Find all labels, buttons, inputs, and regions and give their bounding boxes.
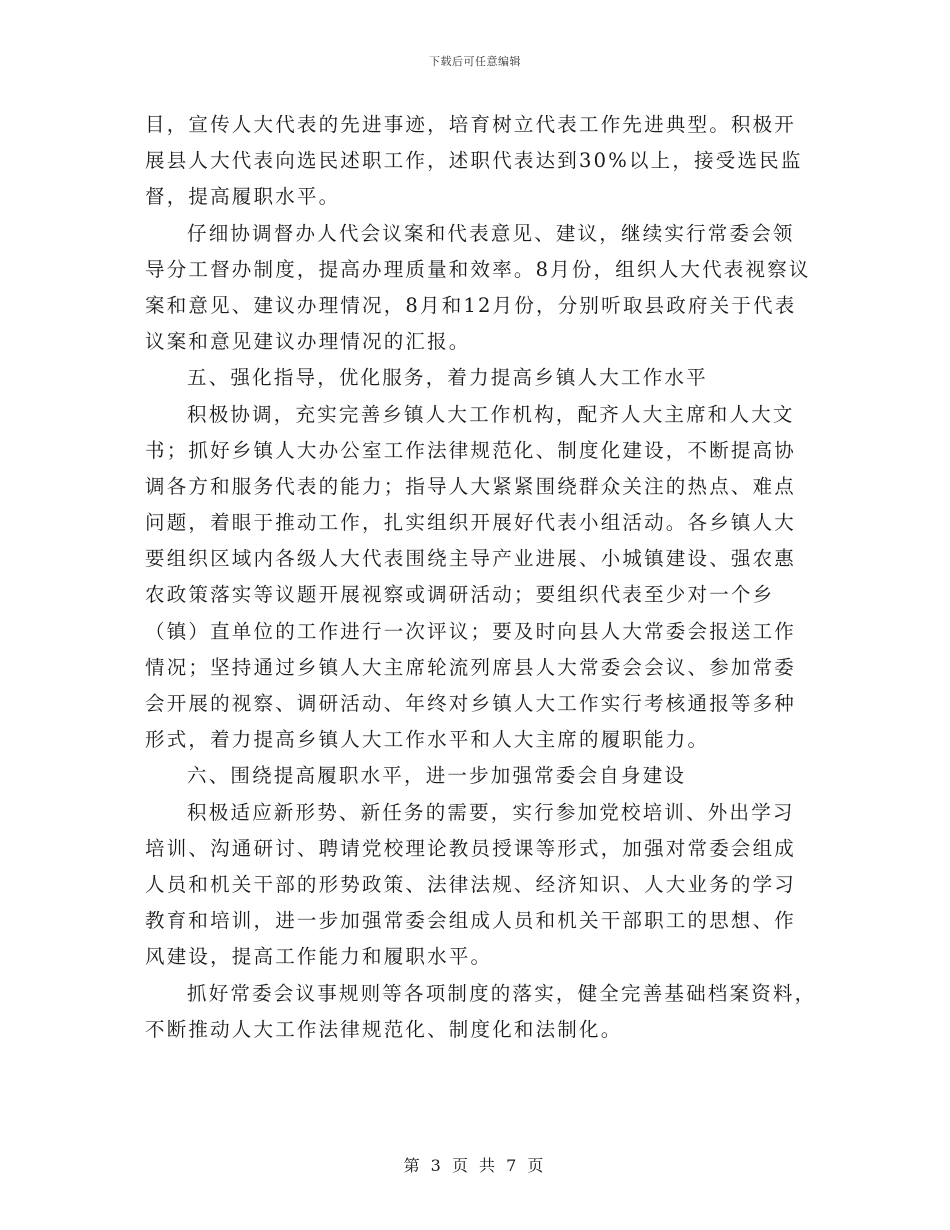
page-header: 下载后可任意编辑 xyxy=(429,55,521,68)
paragraph-start-line: 积极协调，充实完善乡镇人大工作机构，配齐人大主席和人大文 xyxy=(187,402,795,426)
text-line: 调各方和服务代表的能力；指导人大紧紧围绕群众关注的热点、难点 xyxy=(145,474,797,498)
text-line: 要组织区域内各级人大代表围绕主导产业进展、小城镇建设、强农惠 xyxy=(145,547,797,571)
text-line: 风建设，提高工作能力和履职水平。 xyxy=(145,945,493,969)
paragraph-start-line: 积极适应新形势、新任务的需要，实行参加党校培训、外出学习 xyxy=(187,800,795,824)
text-line: 目，宣传人大代表的先进事迹，培育树立代表工作先进典型。积极开 xyxy=(145,113,797,136)
text-line: 议案和意见建议办理情况的汇报。 xyxy=(145,330,471,354)
text-line: 教育和培训，进一步加强常委会组成人员和机关干部职工的思想、作 xyxy=(145,909,797,933)
paragraph-start-line: 仔细协调督办人代会议案和代表意见、建议，继续实行常委会领 xyxy=(187,221,795,245)
text-line: 会开展的视察、调研活动、年终对乡镇人大工作实行考核通报等多种 xyxy=(145,692,797,715)
text-line: 展县人大代表向选民述职工作，述职代表达到30%以上，接受选民监 xyxy=(145,149,803,173)
text-line: 培训、沟通研讨、聘请党校理论教员授课等形式，加强对常委会组成 xyxy=(145,836,797,860)
text-line: 不断推动人大工作法律规范化、制度化和法制化。 xyxy=(145,1017,623,1041)
text-line: 案和意见、建议办理情况，8月和12月份，分别听取县政府关于代表 xyxy=(145,293,797,317)
text-line: 形式，着力提高乡镇人大工作水平和人大主席的履职能力。 xyxy=(145,728,710,752)
text-line: 情况；坚持通过乡镇人大主席轮流列席县人大常委会会议、参加常委 xyxy=(145,655,797,679)
text-line: 农政策落实等议题开展视察或调研活动；要组织代表至少对一个乡 xyxy=(145,583,775,607)
text-line: 督，提高履职水平。 xyxy=(145,185,341,209)
text-line: 书；抓好乡镇人大办公室工作法律规范化、制度化建设，不断提高协 xyxy=(145,438,797,462)
paragraph-start-line: 抓好常委会议事规则等各项制度的落实，健全完善基础档案资料， xyxy=(187,981,817,1005)
section-heading: 六、围绕提高履职水平，进一步加强常委会自身建设 xyxy=(187,764,687,788)
page-number: 第 3 页 共 7 页 xyxy=(403,1156,547,1175)
text-line: 问题，着眼于推动工作，扎实组织开展好代表小组活动。各乡镇人大 xyxy=(145,511,797,535)
section-heading: 五、强化指导，优化服务，着力提高乡镇人大工作水平 xyxy=(187,366,708,390)
document-body xyxy=(145,107,815,1048)
text-line: 导分工督办制度，提高办理质量和效率。8月份，组织人大代表视察议 xyxy=(145,257,811,281)
text-line: 人员和机关干部的形势政策、法律法规、经济知识、人大业务的学习 xyxy=(145,872,797,896)
text-line: （镇）直单位的工作进行一次评议；要及时向县人大常委会报送工作 xyxy=(145,619,797,643)
